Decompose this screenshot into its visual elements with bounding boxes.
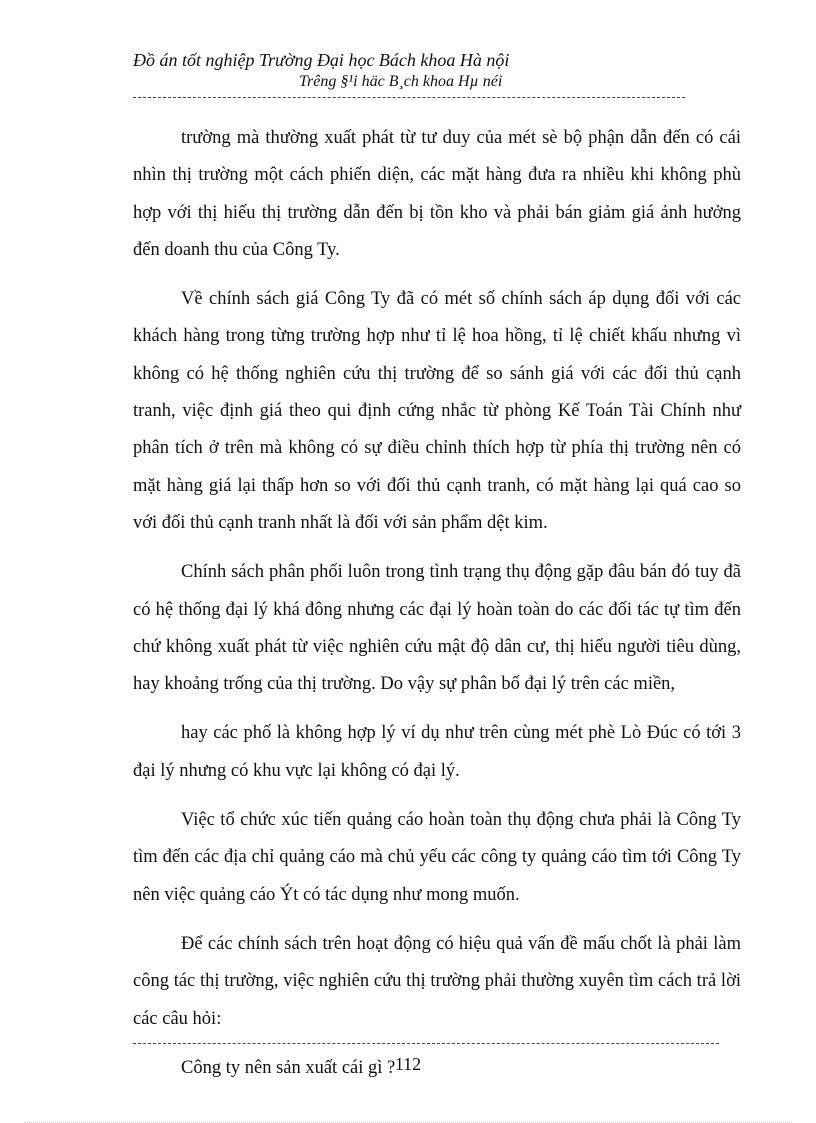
body-text <box>133 120 741 1095</box>
running-header-title: Đồ án tốt nghiệp Trường Đại học Bách khoa Hà nội <box>133 50 510 70</box>
paragraph-question: Công ty nên sản xuất cái gì ? <box>181 1057 396 1078</box>
paragraph-distribution-policy: Chính sách phân phối luôn trong tình trạng thụ động gặp đâu bán đó tuy đã có hệ thống đại lý khá đông nhưng các đại lý hoàn toàn do các đối tác tự tìm đến chứ không xuất phát từ việc nghiên cứu mật độ dân cư, thị hiếu người tiêu dùng, hay khoảng trống của thị trường. Do vậy sự phân bố đại lý trên các miền, <box>133 562 741 695</box>
footer-divider <box>133 1043 719 1044</box>
paragraph-continuation: trường mà thường xuất phát từ tư duy của mét sè bộ phận dẫn đến có cái nhìn thị trường một cách phiến diện, các mặt hàng đưa ra nhiều khi không phù hợp với thị hiếu thị trường dẫn đến bị tồn kho và phải bán giảm giá ảnh hưởng đến doanh thu của Công Ty. <box>133 128 741 260</box>
running-header-garbled: Trêng §¹i häc B¸ch khoa Hµ néi <box>299 73 503 90</box>
paragraph-distribution-example: hay các phố là không hợp lý ví dụ như trên cùng mét phè Lò Đúc có tới 3 đại lý nhưng có khu vực lại không có đại lý. <box>133 723 741 781</box>
paragraph-promotion: Việc tổ chức xúc tiến quảng cáo hoàn toàn thụ động chưa phải là Công Ty tìm đến các địa chỉ quảng cáo mà chủ yếu các công ty quảng cáo tìm tới Công Ty nên việc quảng cáo Ýt có tác dụng như mong muốn. <box>133 810 741 905</box>
page-number: 112 <box>394 1054 422 1074</box>
header-divider <box>133 97 685 98</box>
paragraph-pricing-policy: Về chính sách giá Công Ty đã có mét số chính sách áp dụng đối với các khách hàng trong từng trường hợp như tỉ lệ hoa hồng, tỉ lệ chiết khấu nhưng vì không có hệ thống nghiên cứu thị trường để so sánh giá với các đối thủ cạnh tranh, việc định giá theo qui định cứng nhắc từ phòng Kế Toán Tài Chính như phân tích ở trên mà không có sự điều chỉnh thích hợp từ phía thị trường nên có mặt hàng giá lại thấp hơn so với đối thủ cạnh tranh, có mặt hàng lại quá cao so với đối thủ cạnh tranh nhất là đối với sản phẩm dệt kim. <box>133 289 741 533</box>
paragraph-market-research: Để các chính sách trên hoạt động có hiệu quả vấn đề mấu chốt là phải làm công tác thị trường, việc nghiên cứu thị trường phải thường xuyên tìm cách trả lời các câu hỏi: <box>133 933 741 1029</box>
